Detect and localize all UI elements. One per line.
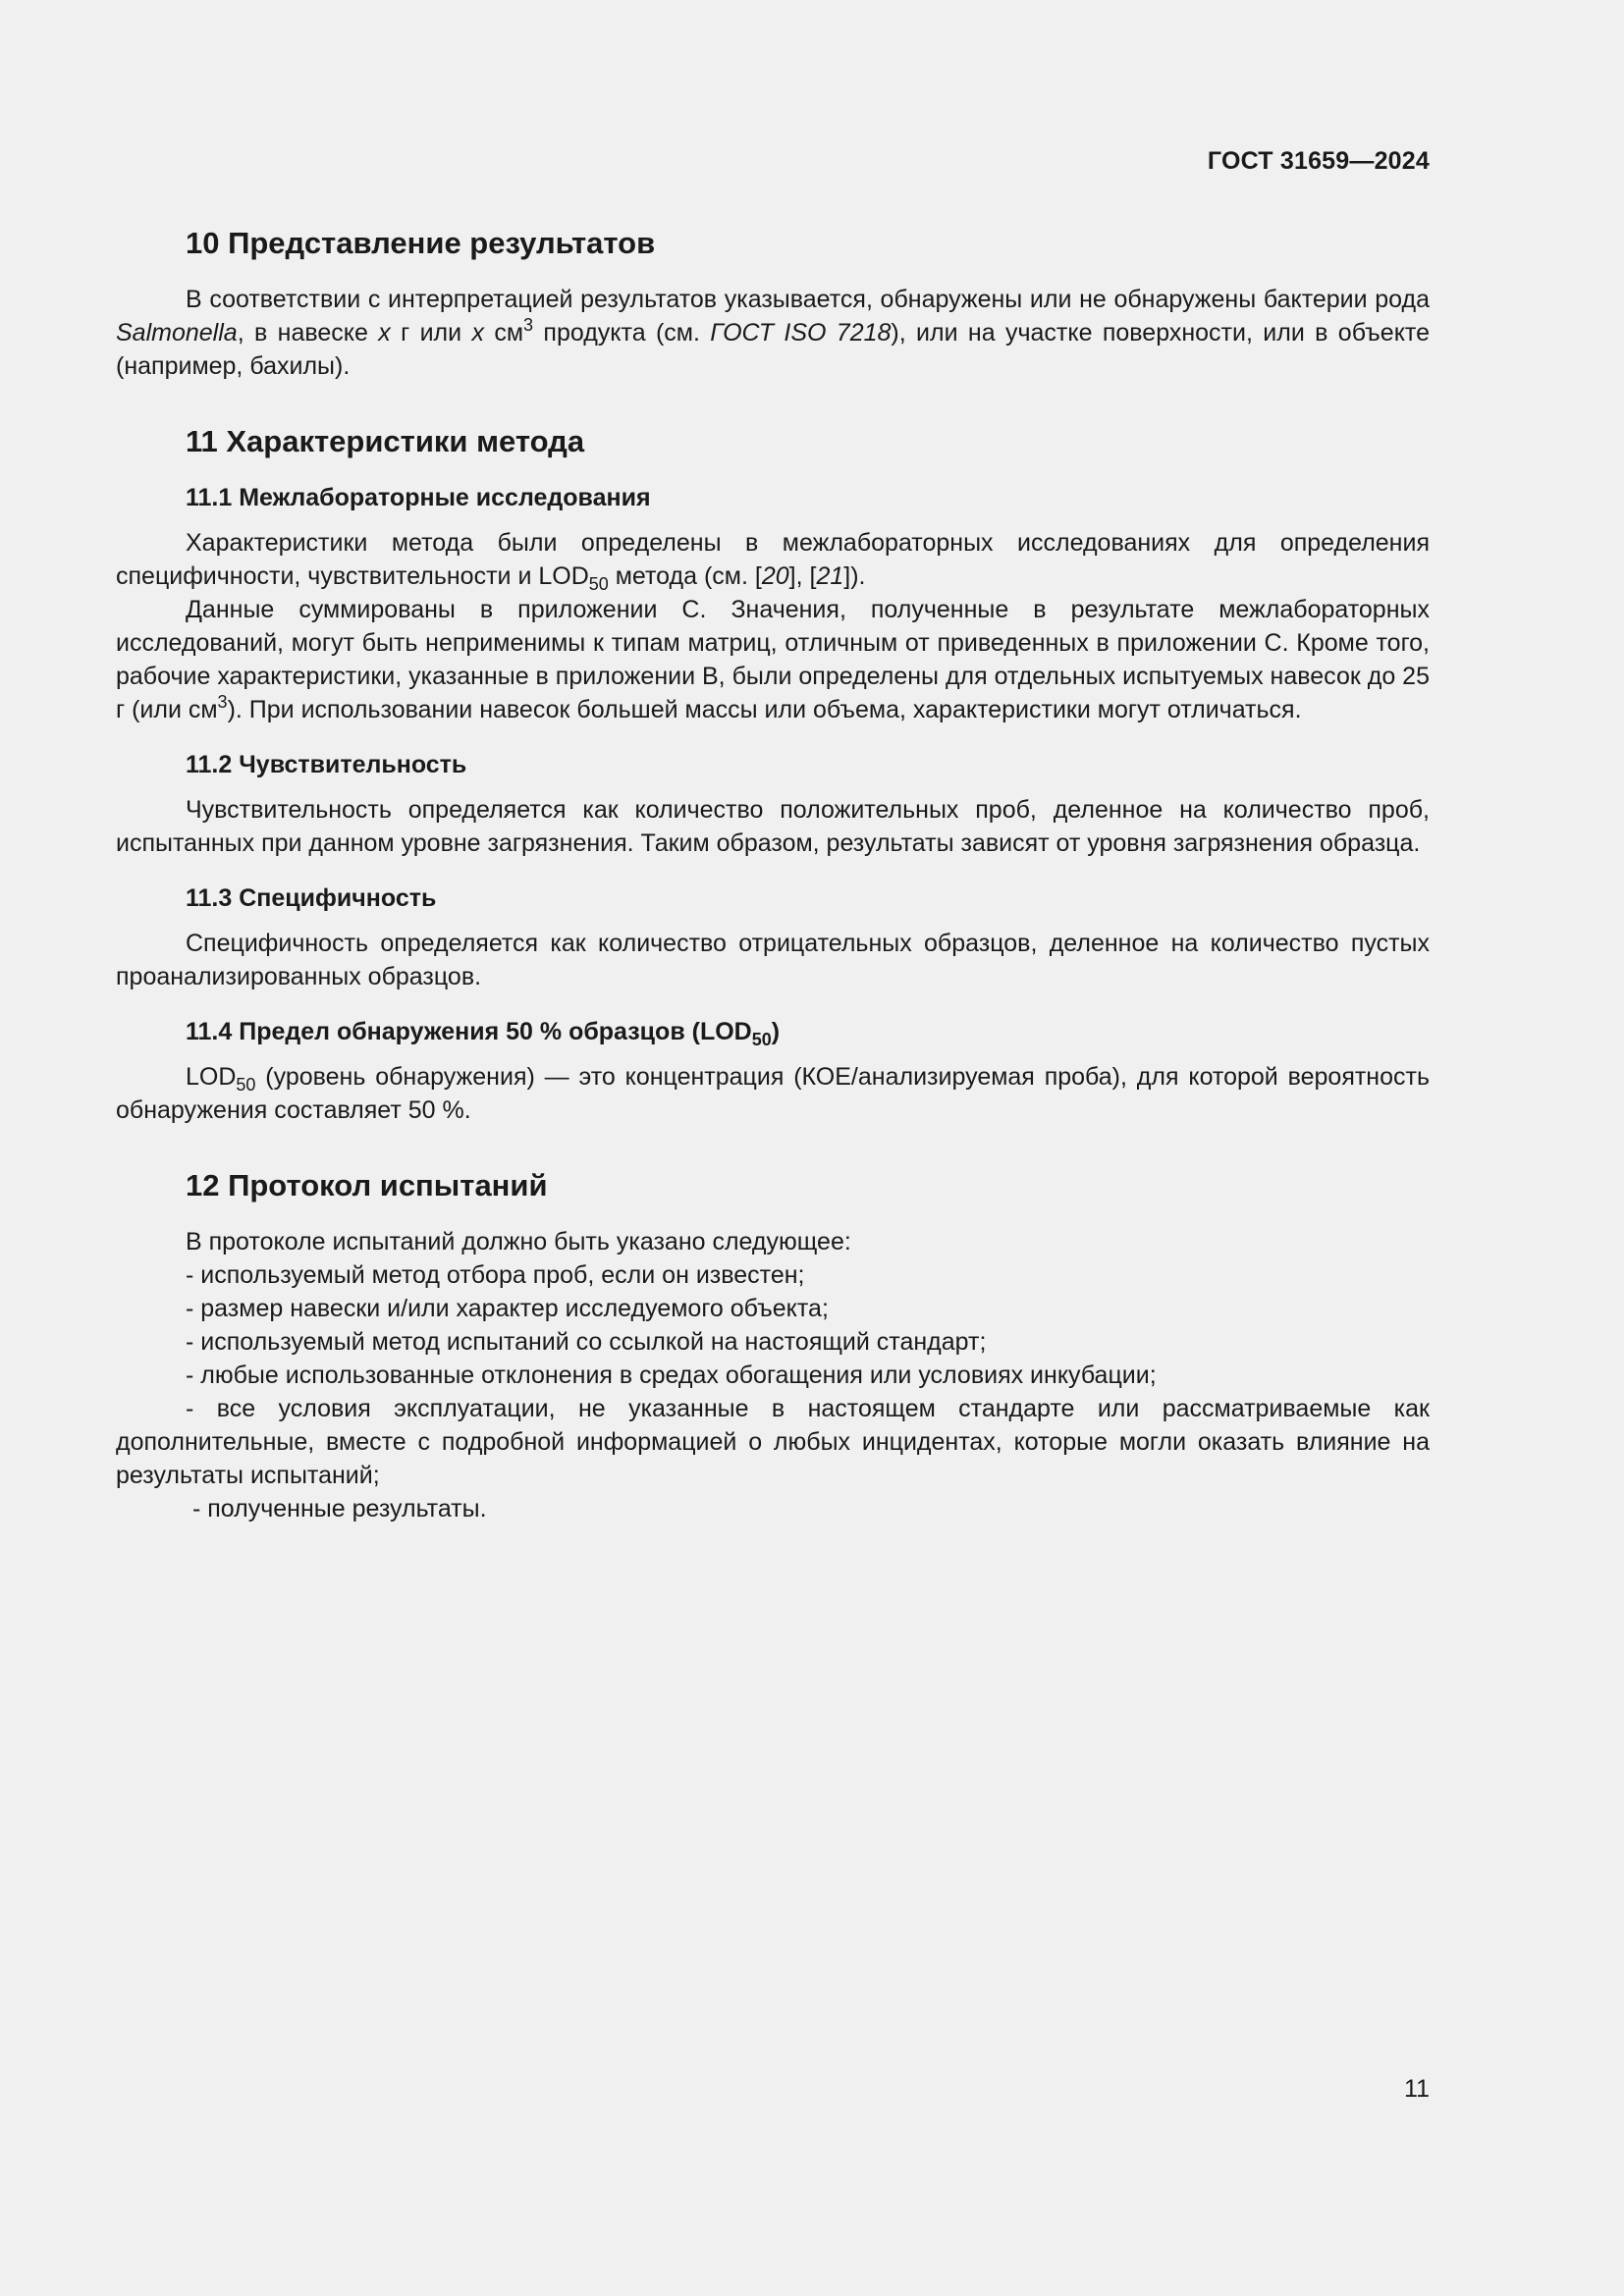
- section-10-paragraph: В соответствии с интерпретацией результатов указывается, обнаружены или не обнаружены бактерии рода Salmonella, в навеске x г или x $см^3$ продукта (см. ГОСТ ISO 7218), или на участке поверхности, или в объекте (например, бахилы).: [116, 286, 1431, 380]
- section-11-3-title: 11.3 Специфичность: [186, 884, 437, 912]
- list-item: - используемый метод отбора проб, если он известен;: [186, 1261, 805, 1289]
- section-11-2-title: 11.2 Чувствительность: [186, 751, 467, 778]
- protocol-intro: В протоколе испытаний должно быть указано следующее:: [186, 1228, 851, 1255]
- list-item: - размер навески и/или характер исследуемого объекта;: [186, 1295, 829, 1322]
- page-content: [116, 224, 1430, 1525]
- document-id: ГОСТ 31659—2024: [1207, 147, 1430, 175]
- list-item: - полученные результаты.: [192, 1495, 487, 1522]
- section-10-title: 10 Представление результатов: [186, 226, 656, 260]
- section-11-3-paragraph: Специфичность определяется как количество отрицательных образцов, деленное на количество пустых проанализированных образцов.: [116, 930, 1430, 990]
- list-item: - используемый метод испытаний со ссылкой на настоящий стандарт;: [186, 1328, 987, 1356]
- section-12-title: 12 Протокол испытаний: [186, 1168, 548, 1202]
- section-11-1-paragraph-1: Характеристики метода были определены в межлабораторных исследованиях для определения специфичности, чувствительности и $LOD_{50}$ метода (см. [20], [21]).: [116, 529, 1430, 594]
- section-11-title: 11 Характеристики метода: [186, 424, 585, 458]
- section-11-4-title: 11.4 Предел обнаружения 50 % образцов $(LOD_{50})$: [186, 1018, 781, 1049]
- list-item: - любые использованные отклонения в средах обогащения или условиях инкубации;: [186, 1362, 1157, 1389]
- section-11-1-paragraph-2: Данные суммированы в приложении С. Значения, полученные в результате межлабораторных исследований, могут быть неприменимы к типам матриц, отличным от приведенных в приложении С. Кроме того, рабочие характеристики, указанные в приложении В, были определены для отдельных испытуемых навесок до 25 г (или $см^3$). При использовании навесок большей массы или объема, характеристики могут отличаться.: [116, 596, 1430, 723]
- section-11-4-paragraph: $LOD_{50}$ (уровень обнаружения) — это концентрация (КОЕ/анализируемая проба), для которой вероятность обнаружения составляет 50 %.: [116, 1063, 1430, 1124]
- protocol-list: [116, 1225, 1430, 1525]
- page-number: 11: [1404, 2075, 1430, 2103]
- section-11-2-paragraph: Чувствительность определяется как количество положительных проб, деленное на количество проб, испытанных при данном уровне загрязнения. Таким образом, результаты зависят от уровня загрязнения образца.: [116, 796, 1430, 857]
- list-item: - все условия эксплуатации, не указанные в настоящем стандарте или рассматриваемые как дополнительные, вместе с подробной информацией о любых инцидентах, которые могли оказать влияние на результаты испытаний;: [116, 1395, 1430, 1489]
- section-11-1-title: 11.1 Межлабораторные исследования: [186, 484, 651, 511]
